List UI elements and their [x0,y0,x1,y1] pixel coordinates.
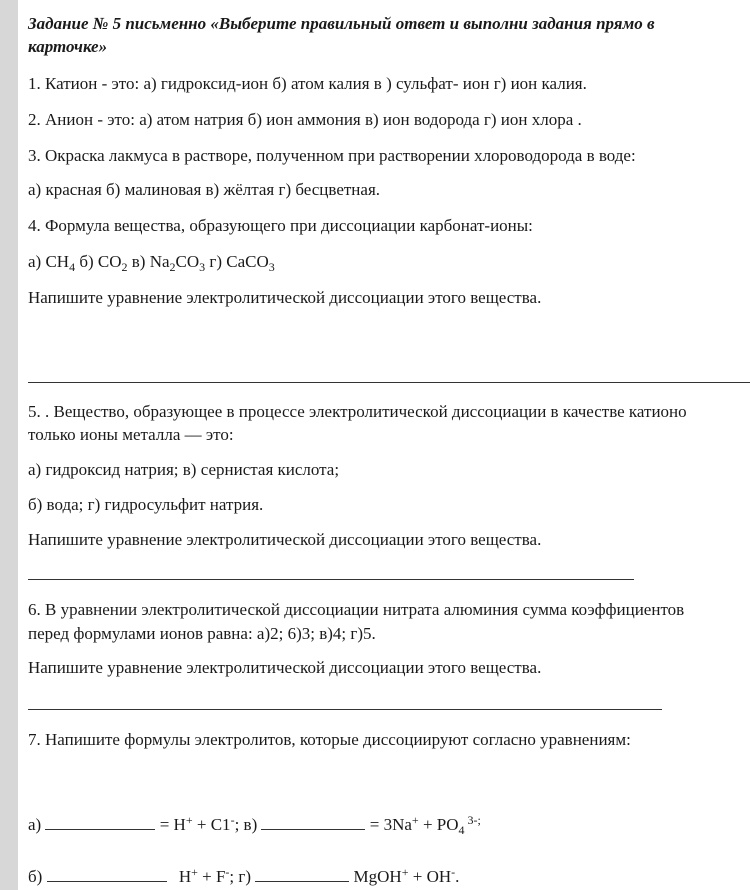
eq-g-end: . [455,867,460,886]
eq-v-rhs-na: = 3Na [365,815,412,834]
q4-option-c: в) Na [127,252,170,271]
q4-option-b-subscript: 2 [121,260,128,274]
write-equation-q4: Напишите уравнение электролитической диссоциации этого вещества. [28,288,542,307]
answer-line-q6[interactable] [28,709,662,710]
eq-a-label: а) [28,815,46,834]
write-equation-q6: Напишите уравнение электролитической диссоциации этого вещества. [28,658,542,677]
q4-option-a: а) СН [28,252,70,271]
question-5-options-1: а) гидроксид натрия; в) сернистая кислота; [28,460,340,479]
eq-g-rhs-mgoh-charge: + [401,865,409,879]
q4-option-d-subscript: 3 [268,260,275,274]
eq-a-rhs-cl-charge: - [230,813,235,827]
eq-v-rhs-na-charge: + [411,813,419,827]
question-4-options [28,252,275,272]
equation-row-a [28,814,481,835]
eq-b-rhs-h: H [174,867,192,886]
answer-line-q4[interactable] [28,382,750,383]
q4-option-c-mid: CO [175,252,200,271]
q4-option-d: г) CaCO [205,252,269,271]
question-2: 2. Анион - это: а) атом натрия б) ион аммония в) ион водорода г) ион хлора . [28,110,582,129]
q4-option-c-subscript-1: 2 [169,260,176,274]
assignment-title-line2: карточке» [28,37,108,56]
eq-v-blank[interactable] [261,814,365,830]
answer-line-q5[interactable] [28,579,634,580]
eq-v-rhs-po-charge: 3-; [464,813,481,827]
eq-g-rhs-mgoh: MgOH [349,867,402,886]
assignment-title-line1: Задание № 5 письменно «Выберите правильный ответ и выполни задания прямо в [28,14,655,33]
eq-v-rhs-po-subscript: 4 [458,823,465,837]
page-left-edge [0,0,18,890]
question-4: 4. Формула вещества, образующего при диссоциации карбонат-ионы: [28,216,533,235]
eq-v-label: ; в) [234,815,262,834]
eq-a-rhs-h: = H [155,815,186,834]
worksheet-page [18,0,750,890]
eq-g-blank[interactable] [255,866,349,882]
question-5-line1: 5. . Вещество, образующее в процессе электролитической диссоциации в качестве катионо [28,402,687,421]
eq-b-rhs-f: + F [197,867,226,886]
question-1: 1. Катион - это: а) гидроксид-ион б) атом калия в ) сульфат- ион г) ион калия. [28,74,587,93]
eq-b-rhs-f-charge: - [225,865,230,879]
q4-option-b: б) СО [75,252,122,271]
eq-g-label: ; г) [229,867,256,886]
question-6-line1: 6. В уравнении электролитической диссоциации нитрата алюминия сумма коэффициентов [28,600,685,619]
question-7: 7. Напишите формулы электролитов, которые диссоциируют согласно уравнениям: [28,730,631,749]
eq-a-rhs-cl: + C1 [192,815,231,834]
eq-g-rhs-oh-charge: - [451,865,456,879]
eq-a-blank[interactable] [45,814,155,830]
eq-a-rhs-h-charge: + [185,813,193,827]
q4-option-a-subscript: 4 [69,260,76,274]
eq-b-blank[interactable] [47,866,167,882]
question-5-line2: только ионы металла — это: [28,425,234,444]
question-6-line2: перед формулами ионов равна: а)2; 6)3; в)4; г)5. [28,624,376,643]
question-5-options-2: б) вода; г) гидросульфит натрия. [28,495,264,514]
eq-g-rhs-oh: + OH [408,867,452,886]
q4-option-c-subscript-2: 3 [199,260,206,274]
question-3: 3. Окраска лакмуса в растворе, полученном при растворении хлороводорода в воде: [28,146,636,165]
equation-row-b [28,866,459,887]
eq-b-label: б) [28,867,47,886]
eq-v-rhs-po: + PO [418,815,459,834]
eq-b-rhs-h-charge: + [191,865,198,879]
question-3-options: а) красная б) малиновая в) жёлтая г) бесцветная. [28,180,381,199]
write-equation-q5: Напишите уравнение электролитической диссоциации этого вещества. [28,530,542,549]
